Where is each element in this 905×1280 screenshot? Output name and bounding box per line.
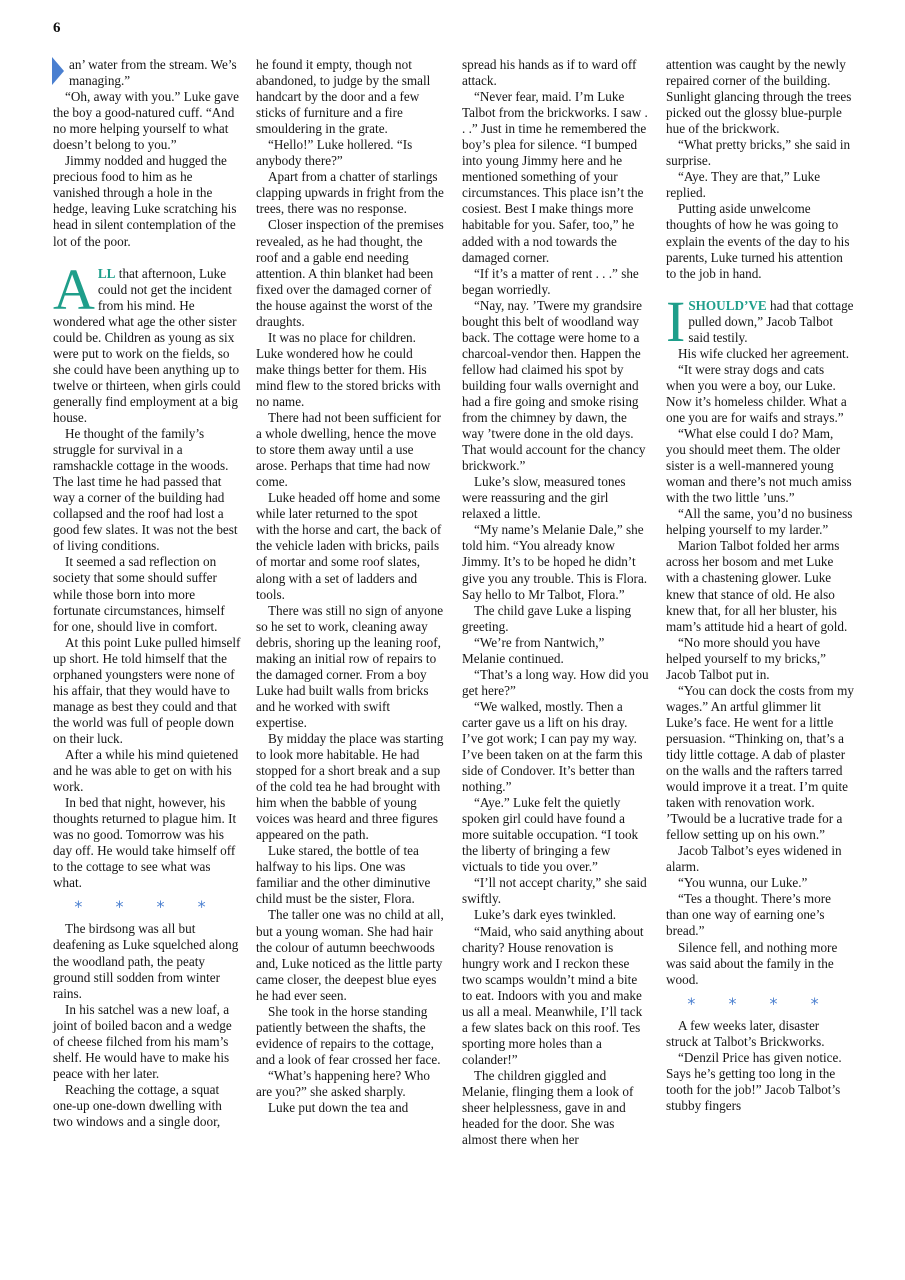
paragraph: “Nay, nay. ’Twere my grandsire bought this belt of woodland way back. The cottage were home to a charcoal-vendor then. Happen the fellow had claimed his spot by building four walls overnight and had a fire going and smoke rising from the chimney by dawn, the way ’twere done in the old days. That would account for the chancy brickwork.” (462, 297, 646, 474)
paragraph: The taller one was no child at all, but a young woman. She had hair the colour of autumn beechwoods and, Luke noticed as the little party came closer, the deepest blue eyes he had ever seen. (256, 907, 444, 1003)
page-number: 6 (53, 20, 61, 36)
paragraph (53, 57, 241, 89)
paragraph: The child gave Luke a lisping greeting. (462, 602, 632, 634)
lead-in: LL (97, 265, 116, 281)
paragraph: “What else could I do? Mam, you should meet them. The older sister is a well-mannered young woman and there’s not much amiss with the two little ’uns.” (666, 426, 852, 506)
paragraph: The birdsong was all but deafening as Luke squelched along the woodland path, the peaty ground still sodden from winter rains. (53, 921, 239, 1001)
paragraph: “What’s happening here? Who are you?” she asked sharply. (256, 1067, 430, 1099)
text-column-2 (256, 57, 444, 1116)
paragraph: Jimmy nodded and hugged the precious food to him as he vanished through a hole in the hedge, leaving Luke scratching his head in silent contemplation of the lot of the poor. (53, 153, 237, 249)
drop-cap: A (53, 256, 95, 322)
drop-cap: I (666, 288, 686, 354)
paragraph: “You wunna, our Luke.” (678, 875, 808, 891)
paragraph: It was no place for children. Luke wondered how he could make things better for them. His mind flew to the stored bricks with no name. (256, 329, 441, 409)
paragraph: spread his hands as if to ward off attack. (462, 57, 637, 89)
paragraph: “Maid, who said anything about charity? House renovation is hungry work and I reckon these two scamps wouldn’t mind a bite to eat. Indoors with you and make us all a meal. Meanwhile, I’ll tack a few slates back on this roof. Tes sporting more holes than a colander!” (462, 923, 644, 1067)
section-break-stars: * * * * (687, 993, 833, 1013)
paragraph: Jacob Talbot’s eyes widened in alarm. (666, 843, 842, 875)
paragraph: Apart from a chatter of starlings clapping upwards in fright from the trees, there was no response. (256, 169, 444, 217)
paragraph: “If it’s a matter of rent . . .” she began worriedly. (462, 265, 639, 297)
paragraph-text: had that cottage pulled down,” Jacob Talbot said testily. (688, 297, 854, 345)
paragraph: Luke’s slow, measured tones were reassuring and the girl relaxed a little. (462, 474, 626, 522)
paragraph: In his satchel was a new loaf, a joint of boiled bacon and a wedge of cheese filched from his mam’s shelf. He would have to make his peace with her later. (53, 1001, 232, 1081)
paragraph: “Oh, away with you.” Luke gave the boy a good-natured cuff. “And no more helping yourself to what doesn’t belong to you.” (53, 89, 239, 153)
paragraph: Luke headed off home and some while later returned to the spot with the horse and cart, the back of the vehicle laden with bricks, pails of mortar and some roof slates, along with a set of ladders and tools. (256, 490, 442, 602)
paragraph: Luke put down the tea and (268, 1100, 409, 1116)
paragraph: he found it empty, though not abandoned, to judge by the small handcart by the door and a few sticks of furniture and a fire smouldering in the grate. (256, 57, 431, 137)
paragraph: “Hello!” Luke hollered. “Is anybody there?” (256, 137, 413, 169)
paragraph: A few weeks later, disaster struck at Talbot’s Brickworks. (666, 1017, 825, 1049)
paragraph: The children giggled and Melanie, flinging them a look of sheer helplessness, gave in and headed for the door. She was almost there when her (462, 1067, 634, 1148)
paragraph: “That’s a long way. How did you get here?” (462, 666, 649, 698)
section-opening-paragraph (53, 256, 241, 426)
paragraph: “Aye.” Luke felt the quietly spoken girl could have found a more suitable occupation. “I took the liberty of bringing a few victuals to tide you over.” (462, 795, 639, 875)
paragraph: After a while his mind quietened and he was able to get on with his work. (53, 746, 239, 795)
paragraph: attention was caught by the newly repaired corner of the building. Sunlight glancing through the trees picked out the glossy blue-purple hue of the brickwork. (666, 57, 852, 137)
text-column-4 (666, 57, 854, 1114)
paragraph: “Aye. They are that,” Luke replied. (666, 169, 821, 201)
paragraph: “Denzil Price has given notice. Says he’s getting too long in the tooth for the job!” Jacob Talbot’s stubby fingers (666, 1049, 842, 1113)
paragraph: “What pretty bricks,” she said in surprise. (666, 137, 851, 169)
paragraph: “All the same, you’d no business helping yourself to my larder.” (666, 506, 853, 538)
paragraph: “Tes a thought. There’s more than one way of earning one’s bread.” (666, 891, 832, 939)
paragraph: There had not been sufficient for a whole dwelling, hence the move to store them away until a use arose. Perhaps that time had now come. (256, 410, 441, 490)
paragraph: “Never fear, maid. I’m Luke Talbot from the brickworks. I saw . . .” Just in time he remembered the boy’s plea for silence. “I bumped into young Jimmy here and he mentioned something of your circumstances. This place isn’t the cosiest. Best I make things more habitable for you. Safer, too,” he added with a nod towards the damaged corner. (462, 89, 648, 265)
paragraph: “It were stray dogs and cats when you were a boy, our Luke. Now it’s homeless childer. What a one you are for waifs and strays.” (666, 361, 847, 425)
text-column-3 (462, 57, 650, 1148)
paragraph-text: that afternoon, Luke could not get the incident from his mind. He wondered what age the other sister could be. Children as young as six were put to work on the fields, so she could have been anything up to twelve or thirteen, when girls could generally find employment at a big house. (53, 265, 241, 425)
paragraph: “I’ll not accept charity,” she said swiftly. (462, 875, 647, 907)
paragraph: There was still no sign of anyone so he set to work, cleaning away debris, shoring up the leaning roof, making an initial row of repairs to the damaged corner. From a boy Luke had built walls from bricks and he worked with swift expertise. (256, 602, 444, 730)
paragraph: Silence fell, and nothing more was said about the family in the wood. (666, 939, 838, 987)
paragraph: In bed that night, however, his thoughts returned to plague him. It was no good. Tomorrow was his day off. He would take himself off to the cottage to see what was what. (53, 795, 237, 891)
paragraph: Luke stared, the bottle of tea halfway to his lips. One was familiar and the other diminutive child must be the sister, Flora. (256, 843, 431, 907)
paragraph: Marion Talbot folded her arms across her bosom and met Luke with a chastening glower. Luke knew that stance of old. He also knew that, for all her bluster, his mam’s attitude hid a heart of gold. (666, 538, 848, 634)
paragraph: Luke’s dark eyes twinkled. (474, 907, 617, 923)
section-break-stars: * * * * (74, 897, 220, 917)
paragraph: It seemed a sad reflection on society that some should suffer while those born into more fortunate circumstances, himself for one, should live in comfort. (53, 554, 225, 634)
paragraph-text: an’ water from the stream. We’s managing.” (69, 57, 237, 89)
paragraph: Closer inspection of the premises revealed, as he had thought, the roof and a gable end needing attention. A thin blanket had been fixed over the damaged corner of the house against the worst of the draughts. (256, 217, 444, 329)
paragraph: “No more should you have helped yourself to my bricks,” Jacob Talbot put in. (666, 634, 827, 682)
paragraph: By midday the place was starting to look more habitable. He had stopped for a short break and a sup of the cold tea he had brought with him when the babble of young voices was heard and three figures appeared on the path. (256, 730, 444, 843)
paragraph: Reaching the cottage, a squat one-up one-down dwelling with two windows and a single door, (53, 1081, 222, 1129)
lead-in: SHOULD’VE (688, 297, 767, 313)
paragraph: At this point Luke pulled himself up short. He told himself that the orphaned youngsters were none of his affair, that they would have to manage as best they could and that the world was full of people down on their luck. (53, 634, 241, 746)
paragraph: He thought of the family’s struggle for survival in a ramshackle cottage in the woods. The last time he had passed that way a corner of the building had collapsed and the roof had lost a good few slates. It was not the best of living conditions. (53, 426, 238, 554)
paragraph: His wife clucked her agreement. (678, 345, 849, 361)
paragraph: “My name’s Melanie Dale,” she told him. “You already know Jimmy. It’s to be hoped he didn’t give you any trouble. This is Flora. Say hello to Mr Talbot, Flora.” (462, 522, 648, 602)
paragraph: “You can dock the costs from my wages.” An artful glimmer lit Luke’s face. He went for a little persuasion. “Thinking on, that’s a tidy little cottage. A dab of plaster on the walls and the rafters tarred would improve it a treat. I’m quite taken with renovation work. ’Twould be a lucrative trade for a fellow setting up on his own.” (666, 682, 854, 843)
paragraph: Putting aside unwelcome thoughts of how he was going to explain the events of the day to his parents, Luke turned his attention to the job in hand. (666, 201, 850, 281)
paragraph: “We walked, mostly. Then a carter gave us a lift on his dray. I’ve got work; I can pay my way. I’ve been taken on at the farm this side of Condover. It’s better than nothing.” (462, 698, 643, 795)
continued-arrow-icon (52, 57, 64, 85)
paragraph: She took in the horse standing patiently between the shafts, the evidence of repairs to the cottage, and a look of fear crossed her face. (256, 1003, 441, 1067)
text-column-1 (53, 57, 241, 1130)
paragraph: “We’re from Nantwich,” Melanie continued. (462, 634, 605, 666)
